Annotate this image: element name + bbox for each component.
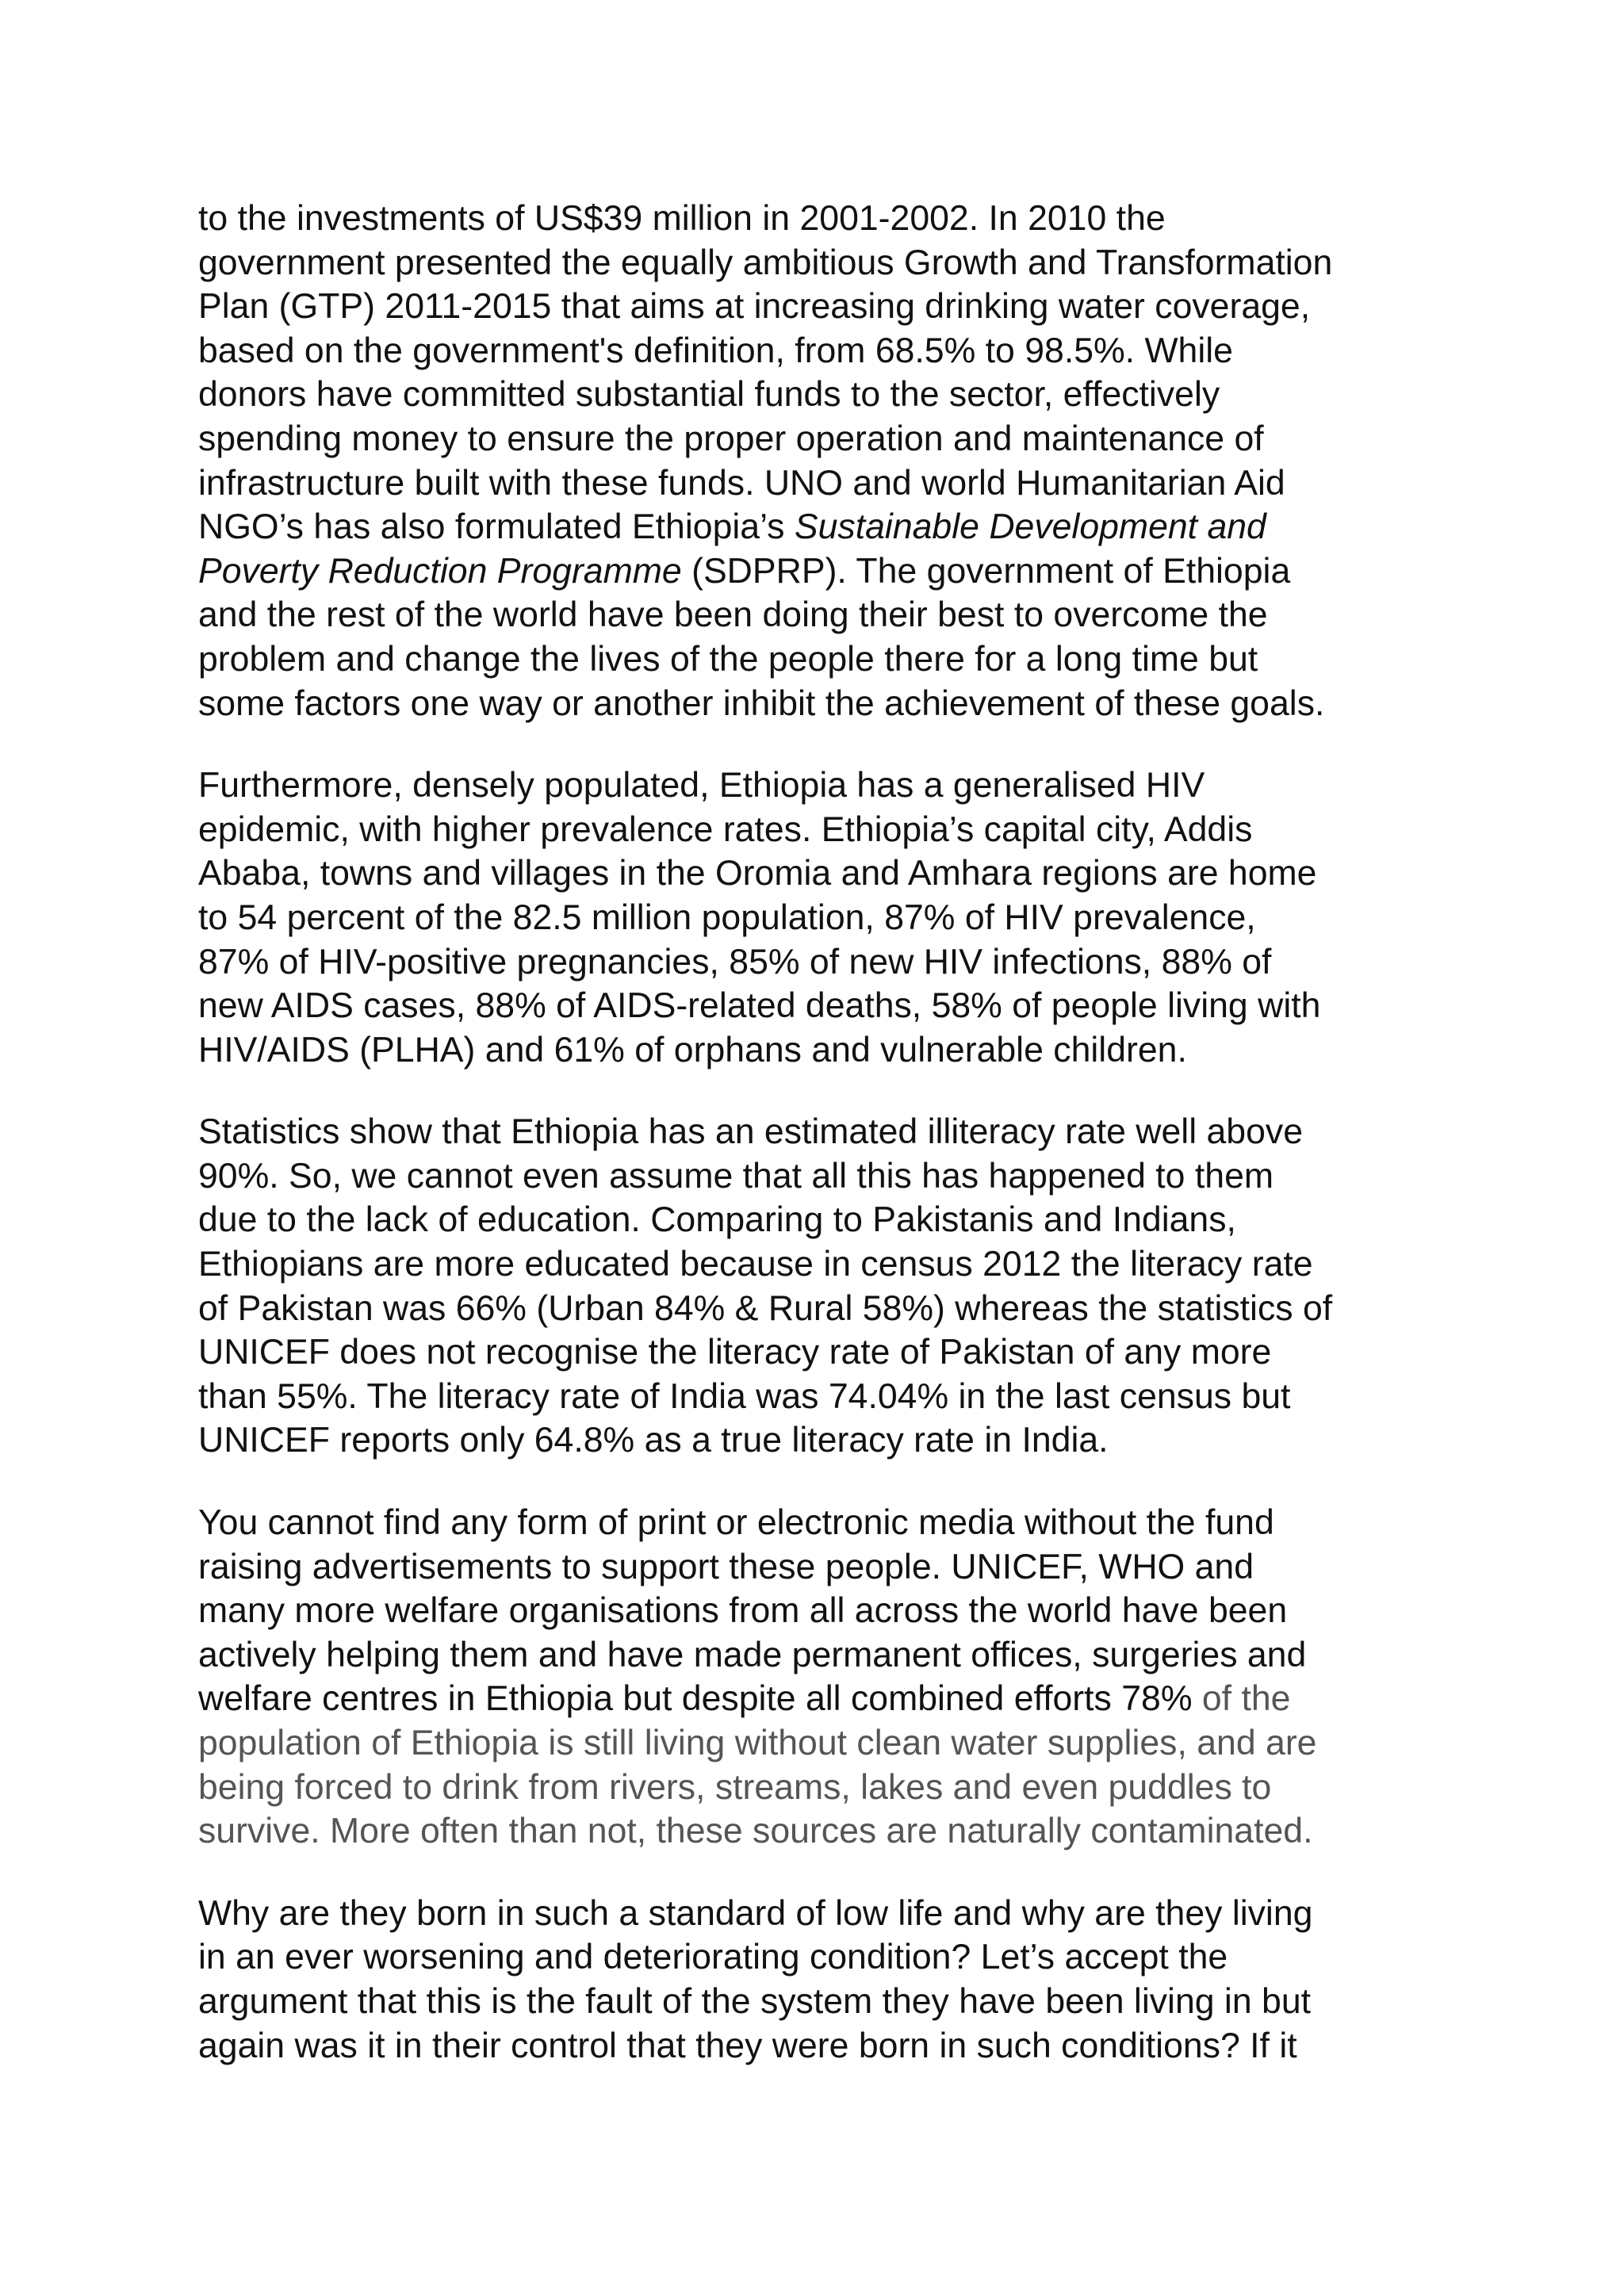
text-run: welfare centres in Ethiopia but despite all combined efforts 78% xyxy=(198,1679,1193,1719)
text-line: Statistics show that Ethiopia has an estimated illiteracy rate well above xyxy=(198,1112,1304,1152)
text-line: in an ever worsening and deteriorating condition? Let’s accept the xyxy=(198,1938,1228,1977)
text-line: Plan (GTP) 2011-2015 that aims at increasing drinking water coverage, xyxy=(198,287,1311,327)
text-line xyxy=(198,505,1451,549)
paragraph-2 xyxy=(198,763,1451,1072)
text-line: government presented the equally ambitious Growth and Transformation xyxy=(198,243,1333,282)
text-run: (SDPRP). The government of Ethiopia xyxy=(681,551,1291,591)
text-line: many more welfare organisations from all across the world have been xyxy=(198,1591,1288,1631)
paragraph-4 xyxy=(198,1501,1451,1854)
text-line: to the investments of US$39 million in 2001-2002. In 2010 the xyxy=(198,199,1166,238)
document-page xyxy=(198,197,1451,2106)
paragraph-5 xyxy=(198,1892,1451,2068)
text-line xyxy=(198,1677,1451,1721)
text-line: problem and change the lives of the people there for a long time but xyxy=(198,639,1258,679)
text-line: epidemic, with higher prevalence rates. Ethiopia’s capital city, Addis xyxy=(198,809,1253,849)
text-line: UNICEF does not recognise the literacy rate of Pakistan of any more xyxy=(198,1333,1272,1372)
text-line: and the rest of the world have been doing their best to overcome the xyxy=(198,595,1268,635)
text-line xyxy=(198,549,1451,594)
text-line: new AIDS cases, 88% of AIDS-related deaths, 58% of people living with xyxy=(198,986,1321,1026)
grey-text-line: being forced to drink from rivers, streams, lakes and even puddles to xyxy=(198,1767,1272,1807)
text-line: actively helping them and have made permanent offices, surgeries and xyxy=(198,1635,1307,1674)
text-line: You cannot find any form of print or electronic media without the fund xyxy=(198,1503,1274,1543)
paragraph-1 xyxy=(198,197,1451,725)
grey-text-line: survive. More often than not, these sources are naturally contaminated. xyxy=(198,1812,1313,1851)
text-line: infrastructure built with these funds. UNO and world Humanitarian Aid xyxy=(198,463,1285,503)
text-line: due to the lack of education. Comparing to Pakistanis and Indians, xyxy=(198,1200,1236,1240)
grey-text-run: of the xyxy=(1192,1679,1291,1719)
text-line: Ethiopians are more educated because in census 2012 the literacy rate xyxy=(198,1245,1313,1284)
text-line: raising advertisements to support these people. UNICEF, WHO and xyxy=(198,1547,1254,1586)
text-line: 87% of HIV-positive pregnancies, 85% of new HIV infections, 88% of xyxy=(198,942,1272,982)
text-line: HIV/AIDS (PLHA) and 61% of orphans and vulnerable children. xyxy=(198,1030,1187,1070)
text-line: Furthermore, densely populated, Ethiopia has a generalised HIV xyxy=(198,766,1205,806)
text-line: spending money to ensure the proper operation and maintenance of xyxy=(198,419,1264,458)
text-line: to 54 percent of the 82.5 million population, 87% of HIV prevalence, xyxy=(198,897,1256,937)
text-line: some factors one way or another inhibit the achievement of these goals. xyxy=(198,683,1325,723)
italic-programme-title: Sustainable Development and xyxy=(794,507,1266,547)
text-line: Ababa, towns and villages in the Oromia and Amhara regions are home xyxy=(198,854,1317,894)
text-line: argument that this is the fault of the system they have been living in but xyxy=(198,1981,1312,2021)
text-line: based on the government's definition, from 68.5% to 98.5%. While xyxy=(198,331,1233,370)
paragraph-3 xyxy=(198,1110,1451,1463)
italic-programme-title: Poverty Reduction Programme xyxy=(198,551,682,591)
text-line: than 55%. The literacy rate of India was 74.04% in the last census but xyxy=(198,1376,1291,1416)
text-run: NGO’s has also formulated Ethiopia’s xyxy=(198,507,795,547)
text-line: 90%. So, we cannot even assume that all this has happened to them xyxy=(198,1156,1274,1196)
text-line: again was it in their control that they were born in such conditions? If it xyxy=(198,2026,1297,2065)
text-line: UNICEF reports only 64.8% as a true literacy rate in India. xyxy=(198,1421,1109,1460)
text-line: of Pakistan was 66% (Urban 84% & Rural 58%) whereas the statistics of xyxy=(198,1288,1333,1328)
text-line: Why are they born in such a standard of low life and why are they living xyxy=(198,1893,1313,1933)
grey-text-line: population of Ethiopia is still living without clean water supplies, and are xyxy=(198,1724,1317,1762)
text-line: donors have committed substantial funds to the sector, effectively xyxy=(198,375,1220,415)
